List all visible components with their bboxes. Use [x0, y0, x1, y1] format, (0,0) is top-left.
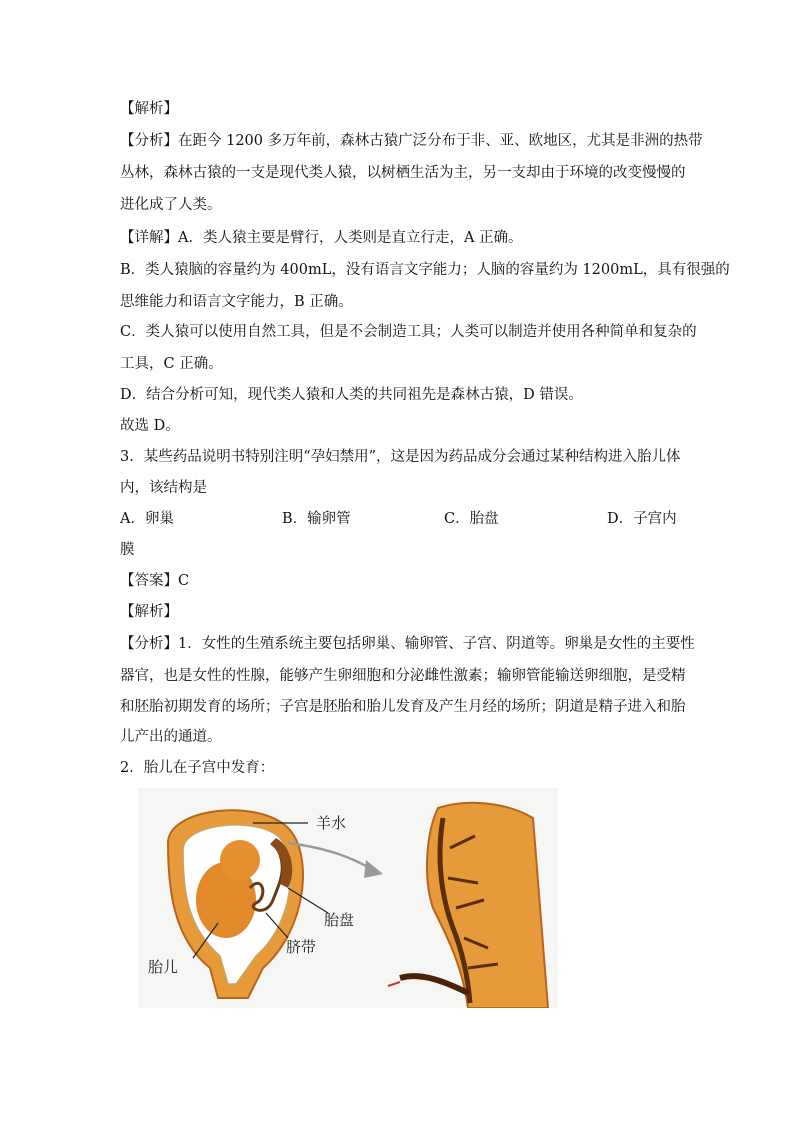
detail-text: 工具，C 正确。 [120, 356, 223, 372]
detail-text: 【详解】A．类人猿主要是臂行，人类则是直立行走，A 正确。 [120, 230, 523, 246]
fetal-development-figure [138, 788, 558, 1008]
analysis-text: 器官，也是女性的性腺，能够产生卵细胞和分泌雌性激素；输卵管能输送卵细胞，是受精 [120, 668, 686, 684]
analysis-text: 2．胎儿在子宫中发育： [120, 760, 275, 776]
analysis-text: 和胚胎初期发育的场所；子宫是胚胎和胎儿发育及产生月经的场所；阴道是精子进入和胎 [120, 699, 686, 715]
analysis-text: 进化成了人类。 [120, 197, 222, 213]
question-3-stem: 3．某些药品说明书特别注明“孕妇禁用”，这是因为药品成分会通过某种结构进入胎儿体 [120, 449, 681, 465]
section-heading-analysis: 【解析】 [120, 604, 178, 620]
analysis-text: 【分析】在距今 1200 多万年前，森林古猿广泛分布于非、亚、欧地区，尤其是非洲的热带 [120, 133, 703, 149]
option-c: C．胎盘 [444, 511, 499, 527]
option-d: D．子宫内 [607, 511, 677, 527]
section-heading-analysis: 【解析】 [120, 101, 178, 117]
analysis-text: 【分析】1．女性的生殖系统主要包括卵巢、输卵管、子宫、阴道等。卵巢是女性的主要性 [120, 636, 695, 652]
analysis-text: 儿产出的通道。 [120, 729, 222, 745]
label-fetus: 胎儿 [148, 958, 179, 976]
option-b: B．输卵管 [282, 511, 351, 527]
option-d-continuation: 膜 [120, 542, 135, 558]
detail-text: 思维能力和语言文字能力，B 正确。 [120, 294, 353, 310]
conclusion-text: 故选 D。 [120, 418, 180, 434]
option-a: A．卵巢 [120, 511, 174, 527]
label-placenta: 胎盘 [324, 911, 355, 929]
detail-text: C．类人猿可以使用自然工具，但是不会制造工具；人类可以制造并使用各种简单和复杂的 [120, 324, 697, 340]
uterus-diagram [138, 788, 558, 1008]
label-amniotic-fluid: 羊水 [316, 814, 347, 832]
detail-text: B．类人猿脑的容量约为 400mL，没有语言文字能力；人脑的容量约为 1200mL，具有很强的 [120, 262, 730, 278]
detail-text: D．结合分析可知，现代类人猿和人类的共同祖先是森林古猿，D 错误。 [120, 387, 583, 403]
fetus-head-shape [220, 840, 260, 880]
analysis-text: 丛林，森林古猿的一支是现代类人猿，以树栖生活为主，另一支却由于环境的改变慢慢的 [120, 165, 686, 181]
label-umbilical-cord: 脐带 [286, 938, 317, 956]
answer-line: 【答案】C [120, 573, 190, 589]
question-3-stem: 内，该结构是 [120, 480, 207, 496]
